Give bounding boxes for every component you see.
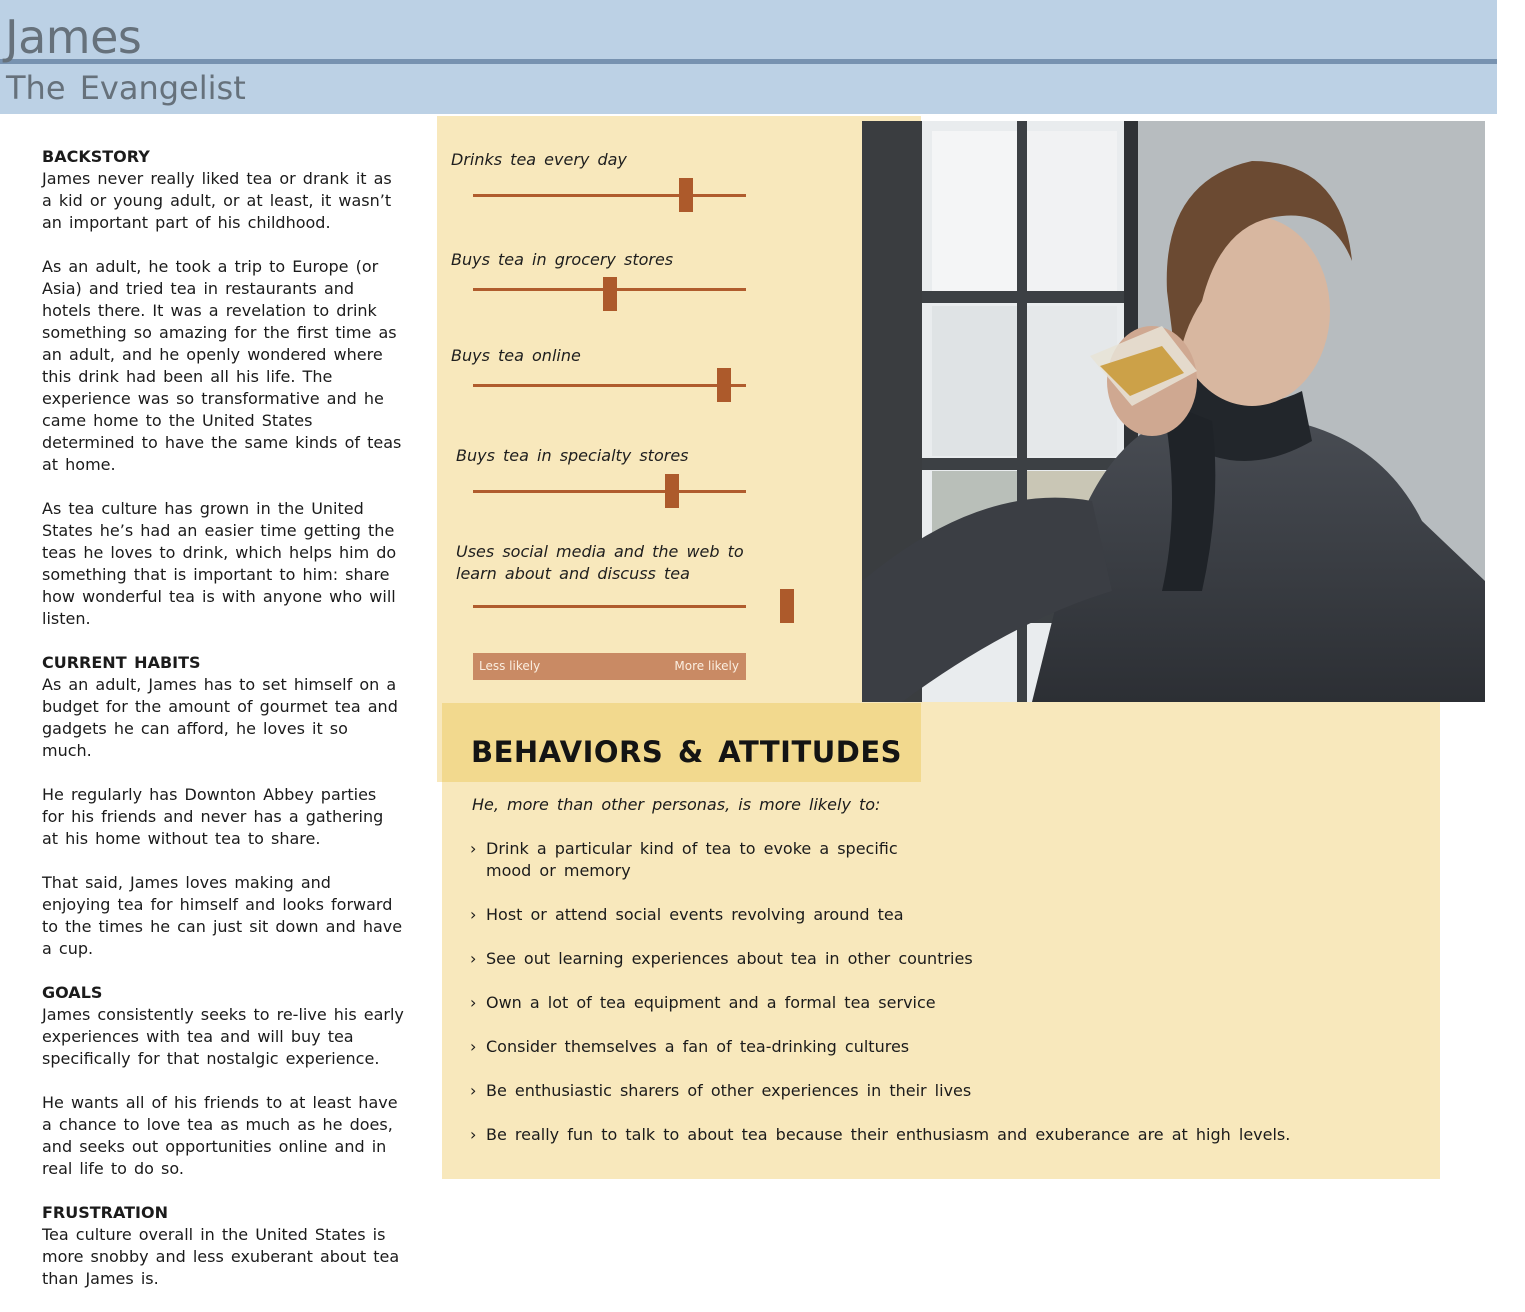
header-top-band (0, 0, 1497, 59)
goals-section (42, 982, 404, 1180)
chevron-right-icon: › (470, 1081, 477, 1100)
list-item (470, 838, 898, 882)
paragraph: As an adult, James has to set himself on a budget for the amount of gourmet tea and gadgets he can afford, he loves it so much. (42, 675, 398, 760)
section-title: BACKSTORY (42, 147, 150, 166)
chevron-right-icon: › (470, 839, 477, 858)
behaviors-intro: He, more than other personas, is more likely to: (472, 795, 881, 814)
slider-label: Buys tea in grocery stores (451, 250, 674, 269)
list-item (470, 1036, 909, 1058)
chevron-right-icon: › (470, 949, 477, 968)
slider-label: Buys tea in specialty stores (456, 446, 689, 465)
list-item (470, 1124, 1290, 1146)
photo-illustration (862, 121, 1485, 702)
slider-track (473, 605, 746, 608)
persona-name: James (5, 10, 142, 64)
list-item (470, 948, 973, 970)
list-item (470, 1080, 971, 1102)
slider-thumb (665, 474, 679, 508)
backstory-section (42, 146, 404, 630)
frustration-section (42, 1202, 404, 1290)
list-item-text: Drink a particular kind of tea to evoke a specific mood or memory (486, 839, 898, 880)
slider-track (473, 490, 746, 493)
list-item-text: Consider themselves a fan of tea-drinking cultures (486, 1037, 910, 1056)
list-item-text: Host or attend social events revolving around tea (486, 905, 904, 924)
chevron-right-icon: › (470, 1037, 477, 1056)
chevron-right-icon: › (470, 905, 477, 924)
scale-more-label: More likely (674, 659, 739, 673)
list-item-text: See out learning experiences about tea in other countries (486, 949, 973, 968)
paragraph: As tea culture has grown in the United States he’s had an easier time getting the teas he loves to drink, which helps him do something that is important to him: share how wonderful tea is with anyone who will listen. (42, 499, 397, 628)
list-item (470, 904, 904, 926)
paragraph: He regularly has Downton Abbey parties for his friends and never has a gathering at his home without tea to share. (42, 785, 384, 848)
list-item-text: Be really fun to talk to about tea because their enthusiasm and exuberance are at high levels. (486, 1125, 1291, 1144)
slider-label: Uses social media and the web to learn about and discuss tea (456, 542, 744, 583)
scale-less-label: Less likely (479, 659, 541, 673)
section-title: GOALS (42, 983, 103, 1002)
slider-thumb (679, 178, 693, 212)
list-item-text: Be enthusiastic sharers of other experiences in their lives (486, 1081, 972, 1100)
chevron-right-icon: › (470, 993, 477, 1012)
likelihood-scale (473, 653, 746, 680)
slider-label: Buys tea online (451, 346, 581, 365)
paragraph: Tea culture overall in the United States is more snobby and less exuberant about tea than James is. (42, 1225, 400, 1288)
slider-thumb (780, 589, 794, 623)
slider-label: Drinks tea every day (451, 150, 627, 169)
behaviors-title: BEHAVIORS & ATTITUDES (471, 735, 903, 769)
slider-thumb (603, 277, 617, 311)
slider-track (473, 194, 746, 197)
chevron-right-icon: › (470, 1125, 477, 1144)
paragraph: He wants all of his friends to at least have a chance to love tea as much as he does, and seeks out opportunities online and in real life to do so. (42, 1093, 398, 1178)
paragraph: That said, James loves making and enjoying tea for himself and looks forward to the times he can just sit down and have a cup. (42, 873, 403, 958)
habits-section (42, 652, 404, 960)
paragraph: James never really liked tea or drank it as a kid or young adult, or at least, it wasn’t an important part of his childhood. (42, 169, 392, 232)
list-item-text: Own a lot of tea equipment and a formal tea service (486, 993, 936, 1012)
slider-thumb (717, 368, 731, 402)
paragraph: James consistently seeks to re-live his early experiences with tea and will buy tea specifically for that nostalgic experience. (42, 1005, 404, 1068)
persona-photo (862, 121, 1485, 702)
section-title: CURRENT HABITS (42, 653, 201, 672)
persona-role: The Evangelist (6, 69, 246, 107)
slider-track (473, 384, 746, 387)
list-item (470, 992, 936, 1014)
paragraph: As an adult, he took a trip to Europe (or Asia) and tried tea in restaurants and hotels there. It was a revelation to drink something so amazing for the first time as an adult, and he openly wondered where this drink had been all his life. The experience was so transformative and he came home to the United States determined to have the same kinds of teas at home. (42, 257, 402, 474)
persona-narrative (42, 146, 404, 1312)
section-title: FRUSTRATION (42, 1203, 168, 1222)
